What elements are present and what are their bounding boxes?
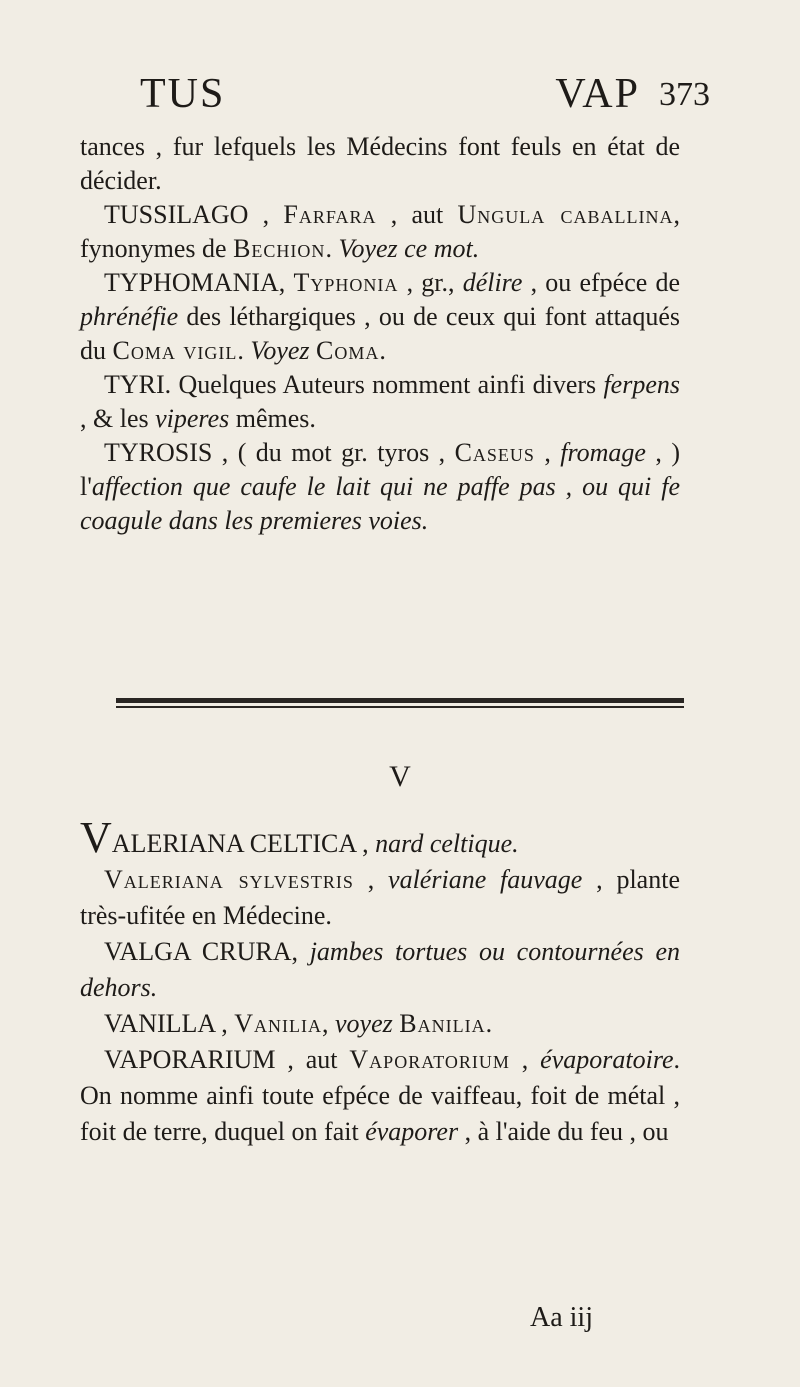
- entry-italic: délire: [462, 268, 523, 297]
- entry-text: ,: [355, 829, 376, 858]
- entry-typhomania: [80, 266, 680, 368]
- entry-text: . Quelques Auteurs nomment ainfi divers: [164, 370, 604, 399]
- entry-italic: valériane fauvage: [388, 865, 583, 894]
- entry-smallcaps: Ungula caballina: [457, 200, 674, 229]
- entry-text: ,: [322, 1009, 336, 1038]
- running-header: [140, 70, 710, 130]
- entry-smallcaps: Vanilia: [234, 1009, 323, 1038]
- entry-text: ,: [291, 937, 310, 966]
- entry-text: , à l'aide du feu , ou: [458, 1117, 669, 1146]
- entry-smallcaps: Typhonia: [293, 268, 399, 297]
- entry-text: .: [237, 336, 251, 365]
- entry-smallcaps: Coma: [316, 336, 380, 365]
- entry-text: ,: [509, 1045, 541, 1074]
- entry-tussilago: [80, 198, 680, 266]
- entry-headword: VANILLA: [104, 1009, 215, 1038]
- entry-headword: VAPORARIUM: [104, 1045, 276, 1074]
- entry-smallcaps: Vaporatorium: [349, 1045, 510, 1074]
- entry-valga-crura: [80, 934, 680, 1006]
- entry-text: , gr.,: [398, 268, 463, 297]
- entry-text: tances , fur lefquels les Médecins font feuls en état de décider.: [80, 132, 680, 195]
- entry-text: .: [379, 336, 386, 365]
- header-left-word: TUS: [140, 71, 226, 117]
- entry-italic: évaporatoire: [540, 1045, 674, 1074]
- entry-italic: évaporer: [365, 1117, 459, 1146]
- entry-valeriana-celtica: [80, 813, 680, 862]
- entry-italic: phrénéfie: [80, 302, 179, 331]
- entry-text: , ) l': [80, 438, 680, 501]
- entry-text: , aut: [376, 200, 458, 229]
- header-right-word: VAP: [555, 71, 640, 117]
- entry-vaporarium: [80, 1042, 680, 1150]
- entry-vanilla: [80, 1006, 680, 1042]
- entry-italic: Voyez ce mot.: [338, 234, 480, 263]
- entry-headword: VALGA CRURA: [104, 937, 292, 966]
- entry-text: , ou efpéce de: [522, 268, 681, 297]
- section-letter: V: [389, 760, 411, 793]
- entry-text: , & les: [80, 404, 156, 433]
- entry-smallcaps: Valeriana sylvestris: [104, 865, 354, 894]
- entry-smallcaps: Banilia: [399, 1009, 486, 1038]
- entry-italic: affection que caufe le lait qui ne paffe pas , ou qui fe coagule dans les premieres voies.: [80, 472, 680, 535]
- entry-text: des léthargiques , ou de ceux qui font attaqués du: [80, 302, 680, 365]
- entry-smallcaps: Bechion: [233, 234, 326, 263]
- divider-thin-rule: [116, 706, 684, 708]
- entry-headword: TYROSIS: [104, 438, 213, 467]
- entry-smallcaps: Coma vigil: [112, 336, 238, 365]
- entry-continuation: [80, 130, 680, 198]
- entry-tyrosis: [80, 436, 680, 538]
- entries-top: [80, 130, 680, 538]
- entry-tyri: [80, 368, 680, 436]
- entry-text: .: [325, 234, 339, 263]
- entry-smallcaps: Farfara: [283, 200, 377, 229]
- entry-text: ,: [214, 1009, 235, 1038]
- section-divider: [116, 698, 684, 708]
- entries-bottom: [80, 813, 681, 1150]
- entry-italic: viperes: [155, 404, 230, 433]
- entry-text: .: [485, 1009, 493, 1038]
- entry-smallcaps: Caseus: [454, 438, 535, 467]
- entry-text: ,: [248, 200, 284, 229]
- signature-mark: Aa iij: [530, 1302, 593, 1333]
- entry-italic: jambes tortues ou contournées en dehors.: [80, 937, 680, 1002]
- entry-headword: ALERIANA CELTICA: [111, 829, 356, 858]
- entry-headword: TYRI: [104, 370, 165, 399]
- entry-text: , ( du mot gr. tyros ,: [212, 438, 455, 467]
- entry-text: , aut: [275, 1045, 350, 1074]
- entry-text: , plante très-ufitée en Médecine.: [80, 865, 680, 930]
- entry-text: ,: [534, 438, 561, 467]
- entry-text: ,: [278, 268, 294, 297]
- entry-text: ,: [353, 865, 389, 894]
- entry-italic: ferpens: [603, 370, 680, 399]
- entry-headword: TYPHOMANIA: [104, 268, 279, 297]
- drop-cap: V: [80, 813, 112, 862]
- entry-text: . On nomme ainfi toute efpéce de vaiffeau, foit de métal , foit de terre, duquel on fait: [80, 1045, 681, 1146]
- entry-italic: fromage: [560, 438, 646, 467]
- entry-headword: TUSSILAGO: [104, 200, 249, 229]
- divider-thick-rule: [116, 698, 684, 703]
- entry-text: mêmes.: [229, 404, 316, 433]
- entry-italic: Voyez: [250, 336, 310, 365]
- entry-valeriana-sylvestris: [80, 862, 680, 934]
- page-number: 373: [659, 76, 710, 113]
- entry-italic: nard celtique.: [375, 829, 519, 858]
- entry-italic: voyez: [335, 1009, 393, 1038]
- entry-text: , fynonymes de: [80, 200, 681, 263]
